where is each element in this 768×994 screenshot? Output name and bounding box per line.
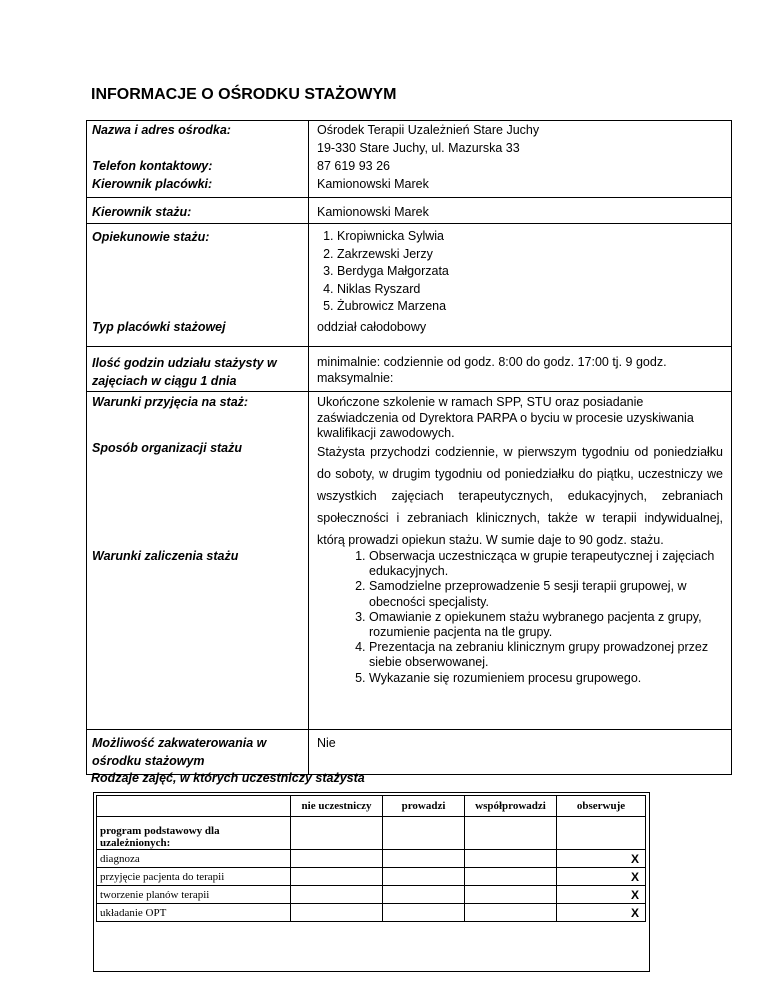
section-label: program podstawowy dla uzależnionych:	[97, 817, 291, 850]
label-ilosc-line1: Ilość godzin udziału stażysty w	[92, 356, 277, 370]
activity-name: układanie OPT	[97, 904, 291, 922]
warunki-zaliczenia-list	[317, 549, 725, 686]
value-warunki-przyjecia-line3: kwalifikacji zawodowych.	[317, 426, 455, 440]
activity-name: przyjęcie pacjenta do terapii	[97, 868, 291, 886]
label-warunki-zaliczenia: Warunki zaliczenia stażu	[92, 549, 239, 563]
list-item: 1. Obserwacja uczestnicząca w grupie terapeutycznej i zajęciach edukacyjnych.	[369, 549, 725, 579]
activities-table	[96, 795, 646, 922]
header-activity	[97, 796, 291, 817]
value-warunki-przyjecia-line2: zaświadczenia od Dyrektora PARPA o byciu w procesie uzyskiwania	[317, 410, 694, 425]
value-zakwaterowanie: Nie	[317, 736, 336, 750]
table-row	[97, 868, 646, 886]
label-ilosc-line2: zajęciach w ciągu 1 dnia	[92, 374, 237, 388]
table-row	[97, 850, 646, 868]
value-nazwa-line1: Ośrodek Terapii Uzależnień Stare Juchy	[317, 123, 540, 137]
label-nazwa: Nazwa i adres ośrodka:	[92, 123, 231, 137]
label-opiekunowie: Opiekunowie stażu:	[92, 230, 210, 244]
list-item: 4. Prezentacja na zebraniu klinicznym grupy prowadzonej przez siebie obserwowanej.	[369, 640, 725, 670]
page-title: INFORMACJE O OŚRODKU STAŻOWYM	[91, 86, 397, 103]
header-prowadzi: prowadzi	[383, 796, 465, 817]
column-divider	[308, 120, 309, 775]
row-divider	[86, 223, 732, 224]
value-nazwa-line2: 19-330 Stare Juchy, ul. Mazurska 33	[317, 141, 520, 155]
label-sposob: Sposób organizacji stażu	[92, 441, 243, 455]
header-nie-uczestniczy: nie uczestniczy	[291, 796, 383, 817]
list-item: 5. Wykazanie się rozumieniem procesu grupowego.	[369, 671, 725, 686]
mark-obserwuje: X	[557, 868, 646, 886]
table-header-row	[97, 796, 646, 817]
label-zakwaterowanie-line1: Możliwość zakwaterowania w	[92, 736, 267, 750]
label-warunki-przyjecia: Warunki przyjęcia na staż:	[92, 395, 249, 409]
list-item: 4. Niklas Ryszard	[337, 281, 449, 299]
warunki-zaliczenia-wrap	[317, 549, 725, 686]
mark-obserwuje: X	[557, 850, 646, 868]
opiekunowie-list-wrap	[317, 228, 449, 316]
label-kierownik-placowki: Kierownik placówki:	[92, 177, 213, 191]
list-item: 3. Berdyga Małgorzata	[337, 263, 449, 281]
list-item: 3. Omawianie z opiekunem stażu wybranego pacjenta z grupy, rozumienie pacjenta na tle grupy.	[369, 610, 725, 640]
rodzaje-title: Rodzaje zajęć, w których uczestniczy stażysta	[91, 771, 365, 785]
activities-frame	[93, 792, 650, 972]
row-divider	[86, 391, 732, 392]
list-item: 2. Zakrzewski Jerzy	[337, 246, 449, 264]
value-typ: oddział całodobowy	[317, 320, 427, 334]
list-item: 1. Kropiwnicka Sylwia	[337, 228, 449, 246]
value-kierownik-placowki: Kamionowski Marek	[317, 177, 429, 191]
value-ilosc-line2: maksymalnie:	[317, 371, 394, 385]
label-telefon: Telefon kontaktowy:	[92, 159, 213, 173]
table-row	[97, 904, 646, 922]
header-obserwuje: obserwuje	[557, 796, 646, 817]
table-row	[97, 817, 646, 850]
value-kierownik-stazu: Kamionowski Marek	[317, 205, 429, 219]
value-telefon: 87 619 93 26	[317, 159, 390, 173]
opiekunowie-list	[317, 228, 449, 316]
value-warunki-przyjecia-line1: Ukończone szkolenie w ramach SPP, STU oraz posiadanie	[317, 395, 644, 409]
value-sposob: Stażysta przychodzi codziennie, w pierwszym tygodniu od poniedziałku do soboty, w drugim tygodniu od poniedziałku do piątku, uczestniczy we wszystkich zajęciach terapeutycznych, edukacyjnych, zebraniach społeczności i zebraniach klinicznych, także w terapii indywidualnej, którą prowadzi opiekun stażu. W sumie daje to 90 godz. stażu.	[317, 445, 723, 547]
activity-name: tworzenie planów terapii	[97, 886, 291, 904]
row-divider	[86, 197, 732, 198]
mark-obserwuje: X	[557, 904, 646, 922]
label-typ: Typ placówki stażowej	[92, 320, 226, 334]
activity-name: diagnoza	[97, 850, 291, 868]
label-zakwaterowanie-line2: ośrodku stażowym	[92, 754, 205, 768]
table-row	[97, 886, 646, 904]
row-divider	[86, 729, 732, 730]
label-kierownik-stazu: Kierownik stażu:	[92, 205, 192, 219]
list-item: 5. Żubrowicz Marzena	[337, 298, 449, 316]
value-ilosc-line1: minimalnie: codziennie od godz. 8:00 do godz. 17:00 tj. 9 godz.	[317, 355, 667, 369]
header-wspolprowadzi: współprowadzi	[465, 796, 557, 817]
mark-obserwuje: X	[557, 886, 646, 904]
list-item: 2. Samodzielne przeprowadzenie 5 sesji terapii grupowej, w obecności specjalisty.	[369, 579, 725, 609]
row-divider	[86, 346, 732, 347]
